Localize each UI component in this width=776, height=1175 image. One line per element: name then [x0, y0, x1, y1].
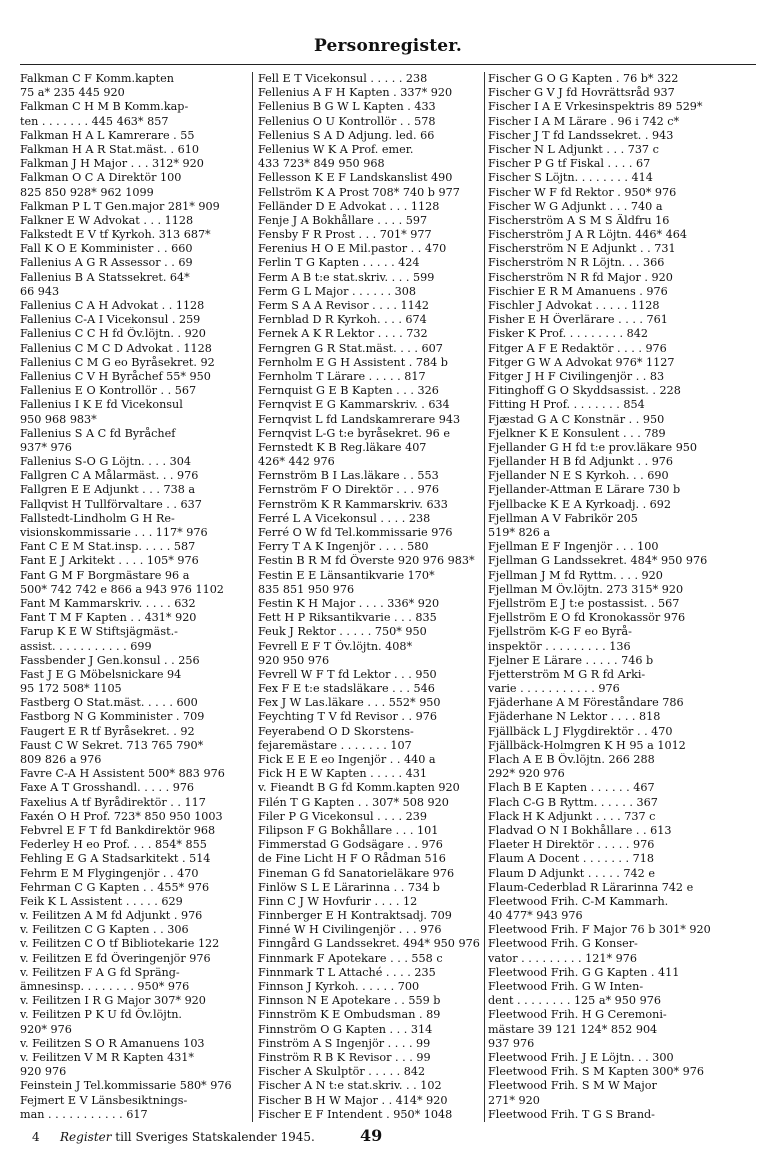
register-entry: Feuk J Rektor . . . . . 750* 950	[258, 625, 427, 639]
footer-title-italic: Register	[60, 1130, 112, 1144]
register-entry: Fleetwood Frih. G Konser-	[488, 937, 638, 951]
register-entry: Fjellander-Attman E Lärare 730 b	[488, 483, 681, 497]
register-entry: Fernqvist E G Kammarskriv. . 634	[258, 398, 450, 412]
register-entry: Fallenius S-O G Löjtn. . . . 304	[20, 455, 191, 469]
register-entry: Flach A E B Öv.löjtn. 266 288	[488, 753, 655, 766]
register-entry: v. Feilitzen C G Kapten . . 306	[20, 923, 189, 937]
register-entry: v. Feilitzen I R G Major 307* 920	[20, 994, 206, 1008]
register-entry: Fant T M F Kapten . . 431* 920	[20, 611, 197, 625]
register-entry: vator . . . . . . . . . 121* 976	[488, 951, 637, 965]
register-entry: Fischer I A E Vrkesinspektris 89 529*	[488, 100, 703, 114]
register-entry: Fallenius C-A I Vicekonsul . 259	[20, 313, 201, 327]
register-entry: Fjäderhane N Lektor . . . . 818	[488, 710, 661, 724]
register-entry: Finström R B K Revisor . . . 99	[258, 1050, 431, 1064]
register-entry: Fjellander H B fd Adjunkt . . 976	[488, 455, 674, 469]
register-entry: Fenje J A Bokhållare . . . . 597	[258, 213, 428, 227]
register-entry: Ferngren G R Stat.mäst. . . . 607	[258, 341, 443, 355]
register-entry: Fernström F O Direktör . . . 976	[258, 483, 439, 497]
register-entry: inspektör . . . . . . . . . 136	[488, 639, 631, 653]
register-entry: Fellenius S A D Adjung. led. 66	[258, 128, 435, 142]
register-entry: Festin K H Major . . . . 336* 920	[258, 596, 440, 610]
register-entry: Fjellander G H fd t:e prov.läkare 950	[488, 440, 698, 454]
register-entry: Finnmark F Apotekare . . . 558 c	[258, 951, 443, 965]
page-title: Personregister.	[313, 36, 463, 56]
register-entry: Fallenius B A Statssekret. 64*	[20, 270, 190, 284]
register-entry: Fisker K Prof. . . . . . . . . 842	[488, 327, 649, 341]
register-entry: Fernholm T Lärare . . . . . 817	[258, 369, 426, 383]
register-entry: Fant M Kammarskriv. . . . . 632	[20, 596, 196, 610]
register-entry: Fjellbacke K E A Kyrkoadj. . 692	[488, 497, 672, 511]
register-entry: Fladvad O N I Bokhållare . . 613	[488, 823, 672, 837]
register-entry: Fineman G fd Sanatorieläkare 976	[258, 866, 455, 880]
register-entry: Fleetwood Frih. H G Ceremoni-	[488, 1008, 667, 1022]
register-entry: Fjelkner K E Konsulent . . . 789	[488, 426, 666, 440]
register-entry: man . . . . . . . . . . . 617	[20, 1107, 148, 1121]
register-entry: Fallenius E O Kontrollör . . 567	[20, 384, 197, 398]
register-entry: Feinstein J Tel.kommissarie 580* 976	[20, 1079, 232, 1093]
register-entry: Fjellman E F Ingenjör . . . 100	[488, 540, 659, 554]
register-entry: 519* 826 a	[488, 526, 551, 539]
register-entry: 950 968 983*	[20, 412, 97, 426]
register-entry: 426* 442 976	[258, 455, 335, 469]
register-entry: Fjellström E J t:e postassist. . 567	[488, 596, 680, 610]
register-entry: v. Feilitzen P K U fd Öv.löjtn.	[20, 1008, 182, 1022]
register-entry: v. Feilitzen V M R Kapten 431*	[20, 1050, 195, 1064]
register-entry: Fjelner E Lärare . . . . . 746 b	[488, 653, 654, 667]
register-entry: Fallenius C V H Byråchef 55* 950	[20, 369, 211, 383]
register-column-3	[488, 72, 758, 1122]
register-entry: Fimmerstad G Godsägare . . 976	[258, 838, 443, 852]
register-entry: Fitger G W A Advokat 976* 1127	[488, 355, 675, 369]
register-entry: Fitger J H F Civilingenjör . . 83	[488, 369, 665, 383]
register-entry: Fischer B H W Major . . 414* 920	[258, 1093, 448, 1107]
register-entry: Festin E E Länsantikvarie 170*	[258, 568, 435, 582]
register-entry: v. Feilitzen A M fd Adjunkt . 976	[20, 909, 203, 923]
register-entry: Fallstedt-Lindholm G H Re-	[20, 511, 175, 525]
register-entry: assist. . . . . . . . . . . 699	[20, 639, 152, 653]
register-entry: 95 172 508* 1105	[20, 682, 122, 696]
register-entry: Feik K L Assistent . . . . . 629	[20, 894, 183, 908]
register-entry: 825 850 928* 962 1099	[20, 185, 154, 199]
register-entry: v. Feilitzen F A G fd Spräng-	[20, 965, 180, 979]
register-entry: Fischer I A M Lärare . 96 i 742 c*	[488, 114, 680, 128]
footer-signature-number: 4	[32, 1130, 40, 1144]
register-entry: Fernholm E G H Assistent . 784 b	[258, 355, 448, 369]
register-entry: Fensby F R Prost . . . 701* 977	[258, 228, 432, 242]
register-entry: Fjellander N E S Kyrkoh. . . 690	[488, 469, 669, 483]
register-entry: Fleetwood Frih. C-M Kammarh.	[488, 894, 669, 908]
register-entry: Fallenius C M G eo Byråsekret. 92	[20, 355, 215, 369]
register-entry: Fant G M F Borgmästare 96 a	[20, 568, 190, 582]
register-entry: Finnson N E Apotekare . . 559 b	[258, 994, 441, 1008]
register-column-1	[20, 72, 250, 1122]
register-entry: mästare 39 121 124* 852 904	[488, 1022, 658, 1036]
register-entry: Fallqvist H Tullförvaltare . . 637	[20, 497, 202, 511]
register-entry: Flaum-Cederblad R Lärarinna 742 e	[488, 880, 694, 894]
register-entry: Fevrell W F T fd Lektor . . . 950	[258, 667, 437, 681]
register-entry: Fischerström N R Löjtn. . . 366	[488, 256, 665, 270]
register-entry: Finngård G Landssekret. 494* 950 976	[258, 937, 480, 951]
register-entry: Fischler J Advokat . . . . . 1128	[488, 299, 660, 312]
register-entry: Ferlin T G Kapten . . . . . 424	[258, 256, 420, 270]
register-entry: Fischer P G tf Fiskal . . . . 67	[488, 157, 651, 171]
register-entry: Ferré L A Vicekonsul . . . . 238	[258, 511, 431, 525]
register-entry: Flach B E Kapten . . . . . . 467	[488, 781, 655, 795]
register-entry: 920* 976	[20, 1022, 72, 1036]
register-entry: Fjellman A V Fabrikör 205	[488, 511, 638, 525]
register-entry: Fischer W F fd Rektor . 950* 976	[488, 185, 677, 199]
register-entry: Falkman P L T Gen.major 281* 909	[20, 199, 220, 213]
page-number: 49	[360, 1126, 383, 1145]
register-entry: Fjellman G Landssekret. 484* 950 976	[488, 554, 708, 568]
register-entry: Fischer A Skulptör . . . . . 842	[258, 1065, 426, 1079]
register-entry: Fischer E F Intendent . 950* 1048	[258, 1107, 453, 1121]
register-entry: Feychting T V fd Revisor . . 976	[258, 710, 437, 724]
register-entry: Faxelius A tf Byrådirektör . . 117	[20, 795, 206, 809]
register-entry: Faxe A T Grosshandl. . . . . 976	[20, 781, 195, 795]
register-entry: fejaremästare . . . . . . . 107	[258, 738, 412, 752]
register-entry: Fischer A N t:e stat.skriv. . . 102	[258, 1079, 442, 1093]
register-entry: Falkman J H Major . . . 312* 920	[20, 157, 204, 171]
register-entry: Finlöw S L E Lärarinna . . 734 b	[258, 880, 440, 894]
register-entry: Fellenius A F H Kapten . 337* 920	[258, 86, 453, 100]
register-entry: Fitger A F E Redaktör . . . . 976	[488, 341, 667, 355]
register-entry: Fjellman J M fd Ryttm. . . . 920	[488, 568, 663, 582]
register-entry: Festin B R M fd Överste 920 976 983*	[258, 554, 475, 568]
register-entry: Fall K O E Komminister . . 660	[20, 242, 193, 256]
column-separator-2	[484, 72, 485, 1122]
register-entry: Fleetwood Frih. F Major 76 b 301* 920	[488, 923, 711, 937]
register-entry: Fisher E H Överlärare . . . . 761	[488, 313, 668, 327]
register-entry: Fernström B I Las.läkare . . 553	[258, 469, 439, 483]
register-entry: Fischer G O G Kapten . 76 b* 322	[488, 72, 679, 85]
register-entry: 937 976	[488, 1036, 535, 1050]
register-entry: Filén T G Kapten . . 307* 508 920	[258, 795, 449, 809]
register-entry: Fallgren C A Målarmäst. . . 976	[20, 469, 199, 483]
register-entry: Fell E T Vicekonsul . . . . . 238	[258, 72, 428, 85]
register-entry: Fett H P Riksantikvarie . . . 835	[258, 611, 437, 625]
register-entry: Falkman H A R Stat.mäst. . 610	[20, 142, 199, 156]
register-entry: Farup K E W Stiftsjägmäst.-	[20, 625, 178, 639]
register-entry: Fjellström E O fd Kronokassör 976	[488, 611, 686, 625]
register-entry: 937* 976	[20, 440, 72, 454]
register-entry: Fleetwood Frih. J E Löjtn. . . 300	[488, 1050, 674, 1064]
register-entry: Flaum D Adjunkt . . . . . 742 e	[488, 866, 655, 880]
register-entry: Fleetwood Frih. S M Kapten 300* 976	[488, 1065, 705, 1079]
register-entry: Fischer N L Adjunkt . . . 737 c	[488, 142, 659, 156]
register-entry: Flack H K Adjunkt . . . . 737 c	[488, 809, 656, 823]
register-entry: Fellenius B G W L Kapten . 433	[258, 100, 436, 114]
register-entry: Fellesson K E F Landskanslist 490	[258, 171, 453, 185]
register-entry: Finström A S Ingenjör . . . . 99	[258, 1036, 431, 1050]
register-entry: Fischer S Löjtn. . . . . . . . 414	[488, 171, 653, 185]
register-entry: 920 950 976	[258, 653, 330, 667]
register-entry: Fast J E G Möbelsnickare 94	[20, 667, 182, 681]
register-entry: Fellenius O U Kontrollör . . 578	[258, 114, 436, 128]
register-entry: Fitting H Prof. . . . . . . . 854	[488, 398, 645, 412]
register-entry: Fernqvist L-G t:e byråsekret. 96 e	[258, 426, 450, 440]
register-entry: Ferry T A K Ingenjör . . . . 580	[258, 540, 429, 554]
register-entry: Fant E J Arkitekt . . . . 105* 976	[20, 554, 199, 568]
register-entry: Fjetterström M G R fd Arki-	[488, 667, 646, 681]
register-entry: Faxén O H Prof. 723* 850 950 1003	[20, 809, 223, 823]
register-entry: Falkman H A L Kamrerare . 55	[20, 128, 195, 142]
register-entry: varie . . . . . . . . . . . 976	[488, 682, 620, 696]
register-entry: Fleetwood Frih. G W Inten-	[488, 980, 644, 993]
register-entry: Finnström K E Ombudsman . 89	[258, 1008, 441, 1022]
register-entry: Faugert E R tf Byråsekret. . 92	[20, 724, 195, 738]
register-entry: Fick H E W Kapten . . . . . 431	[258, 767, 428, 781]
register-entry: v. Feilitzen C O tf Bibliotekarie 122	[20, 937, 220, 951]
register-entry: Fex F E t:e stadsläkare . . . 546	[258, 682, 435, 696]
register-entry: 292* 920 976	[488, 767, 565, 781]
register-entry: Fex J W Las.läkare . . . 552* 950	[258, 696, 441, 710]
register-entry: Ferm G L Major . . . . . . 308	[258, 284, 417, 298]
register-entry: Fjällbäck-Holmgren K H 95 a 1012	[488, 738, 686, 752]
register-entry: Fehling E G A Stadsarkitekt . 514	[20, 852, 211, 866]
register-entry: Fischer J T fd Landssekret. . 943	[488, 128, 674, 142]
register-entry: Finnmark T L Attaché . . . . 235	[258, 965, 436, 979]
register-entry: Fallenius C A H Advokat . . 1128	[20, 299, 205, 312]
register-entry: Fernqvist L fd Landskamrerare 943	[258, 412, 461, 426]
register-entry: Fjellström K-G F eo Byrå-	[488, 625, 632, 639]
register-entry: Ferenius H O E Mil.pastor . . 470	[258, 242, 447, 256]
register-entry: Finn C J W Hovfurir . . . . 12	[258, 894, 418, 908]
register-entry: Fernek A K R Lektor . . . . 732	[258, 327, 428, 341]
register-entry: Falkner E W Advokat . . . 1128	[20, 213, 194, 227]
register-entry: Fernström K R Kammarskriv. 633	[258, 497, 448, 511]
register-entry: Fjällbäck L J Flygdirektör . . 470	[488, 724, 673, 738]
register-entry: 75 a* 235 445 920	[20, 86, 125, 100]
register-entry: Fleetwood Frih. S M W Major	[488, 1079, 657, 1093]
register-entry: Filer P G Vicekonsul . . . . 239	[258, 809, 427, 823]
register-entry: Fischier E R M Amanuens . 976	[488, 284, 668, 298]
register-entry: dent . . . . . . . . 125 a* 950 976	[488, 994, 661, 1008]
register-entry: Finnberger E H Kontraktsadj. 709	[258, 909, 452, 923]
register-entry: Fischerström A S M S Äldfru 16	[488, 213, 670, 227]
register-entry: v. Feilitzen E fd Överingenjör 976	[20, 951, 211, 965]
register-entry: ten . . . . . . . 445 463* 857	[20, 114, 169, 128]
register-entry: Ferm A B t:e stat.skriv. . . . 599	[258, 270, 435, 284]
register-entry: ämnesinsp. . . . . . . . 950* 976	[20, 980, 190, 993]
register-column-2	[258, 72, 480, 1122]
header-rule	[20, 64, 756, 65]
register-entry: visionskommissarie . . . 117* 976	[20, 526, 208, 539]
register-entry: 433 723* 849 950 968	[258, 157, 385, 171]
register-entry: Fant C E M Stat.insp. . . . . 587	[20, 540, 196, 554]
register-entry: Febvrel E F T fd Bankdirektör 968	[20, 823, 216, 837]
register-entry: Fellström K A Prost 708* 740 b 977	[258, 185, 460, 199]
register-entry: Felländer D E Advokat . . . 1128	[258, 199, 440, 213]
register-entry: 920 976	[20, 1065, 67, 1079]
register-entry: Ferm S A A Revisor . . . . 1142	[258, 299, 430, 312]
register-entry: Faust C W Sekret. 713 765 790*	[20, 738, 204, 752]
register-entry: Flach C-G B Ryttm. . . . . . 367	[488, 795, 658, 809]
register-entry: Filipson F G Bokhållare . . . 101	[258, 823, 439, 837]
register-entry: de Fine Licht H F O Rådman 516	[258, 852, 446, 866]
register-entry: Fernblad D R Kyrkoh. . . . 674	[258, 313, 427, 327]
register-entry: 40 477* 943 976	[488, 909, 583, 923]
register-entry: Fleetwood Frih. G G Kapten . 411	[488, 965, 680, 979]
register-entry: Feyerabend O D Skorstens-	[258, 724, 414, 738]
register-entry: 500* 742 742 e 866 a 943 976 1102	[20, 582, 224, 596]
register-entry: v. Feilitzen S O R Amanuens 103	[20, 1036, 205, 1050]
register-entry: Favre C-A H Assistent 500* 883 976	[20, 767, 225, 781]
register-entry: Fischerström N R fd Major . 920	[488, 270, 673, 284]
register-entry: Falkman O C A Direktör 100	[20, 171, 182, 185]
register-entry: Ferré O W fd Tel.kommissarie 976	[258, 526, 453, 539]
register-entry: Finnström O G Kapten . . . 314	[258, 1022, 433, 1036]
register-entry: Fehrman C G Kapten . . 455* 976	[20, 880, 210, 894]
register-entry: Fjäderhane A M Föreståndare 786	[488, 696, 684, 710]
register-entry: Fallenius A G R Assessor . . 69	[20, 256, 193, 270]
register-entry: Fjellman M Öv.löjtn. 273 315* 920	[488, 582, 684, 596]
register-entry: Falkman C H M B Komm.kap-	[20, 100, 189, 114]
footer-title-rest: till Sveriges Statskalender 1945.	[111, 1130, 315, 1144]
register-entry: Fastborg N G Komminister . 709	[20, 710, 205, 724]
register-entry: Fischer G V J fd Hovrättsråd 937	[488, 86, 675, 100]
register-entry: Fallenius S A C fd Byråchef	[20, 426, 176, 440]
register-entry: Finnson J Kyrkoh. . . . . . 700	[258, 980, 420, 993]
register-entry: Federley H eo Prof. . . . 854* 855	[20, 838, 207, 852]
register-entry: Fernstedt K B Reg.läkare 407	[258, 440, 427, 454]
register-entry: 66 943	[20, 284, 60, 298]
register-entry: Fernquist G E B Kapten . . . 326	[258, 384, 439, 398]
register-entry: Fjæstad G A C Konstnär . . 950	[488, 412, 665, 426]
register-entry: Falkstedt E V tf Kyrkoh. 313 687*	[20, 228, 211, 242]
register-entry: Fallenius C C H fd Öv.löjtn. . 920	[20, 327, 206, 341]
register-entry: Falkman C F Komm.kapten	[20, 72, 175, 85]
register-entry: Fleetwood Frih. T G S Brand-	[488, 1107, 655, 1121]
register-entry: Fevrell E F T Öv.löjtn. 408*	[258, 639, 413, 653]
register-entry: Fitinghoff G O Skyddsassist. . 228	[488, 384, 681, 398]
register-entry: Fischerström N E Adjunkt . . 731	[488, 242, 676, 256]
register-entry: Fejmert E V Länsbesiktnings-	[20, 1093, 188, 1107]
register-entry: Flaum A Docent . . . . . . . 718	[488, 852, 655, 866]
register-entry: Fellenius W K A Prof. emer.	[258, 142, 414, 156]
register-entry: Flaeter H Direktör . . . . . 976	[488, 838, 655, 852]
register-entry: v. Fieandt B G fd Komm.kapten 920	[258, 781, 460, 795]
register-entry: Fick E E E eo Ingenjör . . 440 a	[258, 753, 436, 766]
footer-publication-title	[60, 1130, 315, 1144]
register-entry: Fallenius C M C D Advokat . 1128	[20, 341, 212, 355]
register-entry: 809 826 a 976	[20, 753, 102, 766]
column-separator-1	[252, 72, 253, 1122]
register-entry: Fischerström J A R Löjtn. 446* 464	[488, 228, 687, 242]
register-entry: Fallgren E E Adjunkt . . . 738 a	[20, 483, 196, 497]
register-entry: 835 851 950 976	[258, 582, 355, 596]
register-entry: Fallenius I K E fd Vicekonsul	[20, 398, 183, 412]
register-entry: Fehrm E M Flygingenjör . . 470	[20, 866, 199, 880]
register-entry: Fischer W G Adjunkt . . . 740 a	[488, 199, 663, 213]
register-entry: 271* 920	[488, 1093, 540, 1107]
register-entry: Fassbender J Gen.konsul . . 256	[20, 653, 200, 667]
register-entry: Fastberg O Stat.mäst. . . . . 600	[20, 696, 198, 710]
register-entry: Finné W H Civilingenjör . . . 976	[258, 923, 442, 937]
